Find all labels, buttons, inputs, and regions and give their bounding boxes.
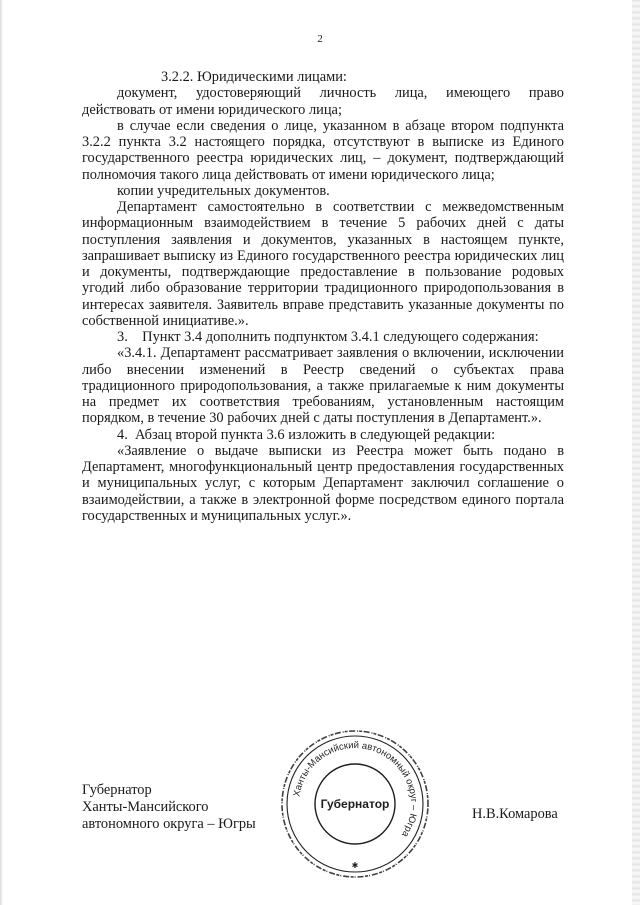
signatory-position — [82, 782, 256, 833]
signatory-name: Н.В.Комарова — [472, 806, 558, 822]
signatory-position-line-1: Губернатор — [82, 782, 152, 798]
page-number: 2 — [317, 33, 323, 45]
stamp-center-text: Губернатор — [320, 797, 390, 811]
paragraph-3-4-1: «3.4.1. Департамент рассматривает заявления о включении, исключении либо внесении изменений в Реестр сведений о субъектах права традиционного природопользования, а также прилагаемые к ним документы на предмет их соответствия требованиям, установленным настоящим порядком, в течение 30 рабочих дней с даты поступления в Департамент.». — [82, 345, 564, 427]
signatory-position-line-2: Ханты-Мансийского — [82, 799, 209, 815]
paragraph-powers-document: в случае если сведения о лице, указанном в абзаце втором подпункта 3.2.2 пункта 3.2 настоящего порядка, отсутствуют в выписке из Единого государственного реестра юридических лиц, – документ, подтверждающий полномочия такого лица действовать от имени юридического лица; — [82, 117, 564, 183]
signatory-position-line-3: автономного округа – Югры — [82, 816, 256, 832]
stamp-ring-text: Ханты-Мансийский автономный округ – Югра — [291, 739, 420, 839]
document-body — [82, 69, 564, 524]
paragraph-3-6-new-text: «Заявление о выдаче выписки из Реестра может быть подано в Департамент, многофункциональный центр предоставления государственных и муниципальных услуг, с которым Департамент заключил соглашение о взаимодействии, а также в электронной форме посредством единого портала государственных и муниципальных услуг.». — [82, 442, 564, 524]
scan-edge-left — [0, 0, 3, 905]
paragraph-identity-document: документ, удостоверяющий личность лица, имеющего право действовать от имени юридического лица; — [82, 85, 564, 118]
paragraph-3-2-2-heading: 3.2.2. Юридическими лицами: — [161, 69, 347, 85]
scan-edge-right — [632, 0, 640, 905]
paragraph-item-3: 3. Пункт 3.4 дополнить подпунктом 3.4.1 следующего содержания: — [117, 329, 539, 345]
paragraph-department-request: Департамент самостоятельно в соответствии с межведомственным информационным взаимодействием в течение 5 рабочих дней с даты поступления заявления и документов, указанных в настоящем пункте, запрашивает выписку из Единого государственного реестра юридических лиц и документы, подтверждающие предоставление в пользование родовых угодий либо образование территории традиционного природопользования в интересах заявителя. Заявитель вправе представить указанные документы по собственной инициативе.». — [82, 199, 564, 329]
governor-stamp — [275, 724, 435, 884]
stamp-star-icon: ✱ — [351, 861, 359, 870]
paragraph-item-4: 4. Абзац второй пункта 3.6 изложить в следующей редакции: — [117, 426, 496, 443]
paragraph-founding-documents: копии учредительных документов. — [117, 182, 330, 199]
